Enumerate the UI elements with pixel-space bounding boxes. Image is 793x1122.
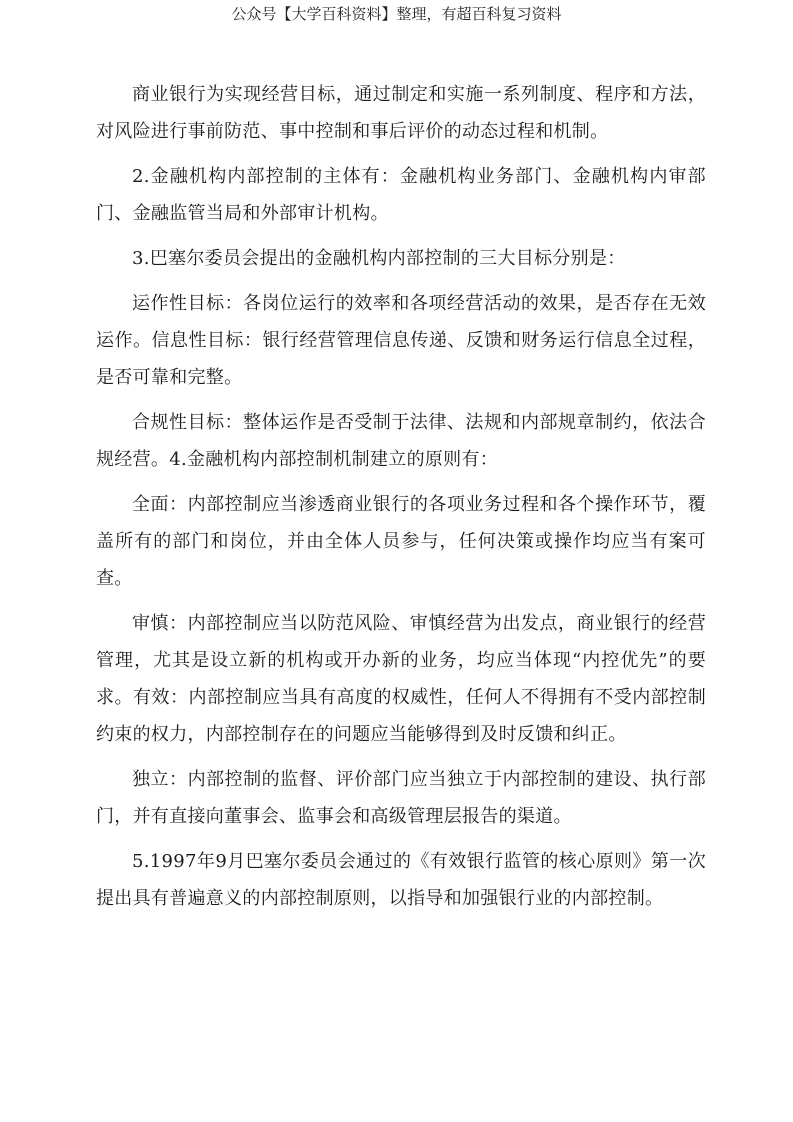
document-body <box>96 76 706 925</box>
paragraph-item-5: 5.1997年9月巴塞尔委员会通过的《有效银行监管的核心原则》第一次提出具有普遍意义的内部控制原则，以指导和加强银行业的内部控制。 <box>96 851 706 909</box>
paragraph-definition: 商业银行为实现经营目标，通过制定和实施一系列制度、程序和方法，对风险进行事前防范、事中控制和事后评价的动态过程和机制。 <box>96 84 706 142</box>
paragraph-prudent: 审慎：内部控制应当以防范风险、审慎经营为出发点，商业银行的经营管理，尤其是设立新的机构或开办新的业务，均应当体现“内控优先”的要求。有效：内部控制应当具有高度的权威性，任何人不得拥有不受内部控制约束的权力，内部控制存在的问题应当能够得到及时反馈和纠正。 <box>96 613 706 745</box>
paragraph-independent: 独立：内部控制的监督、评价部门应当独立于内部控制的建设、执行部门，并有直接向董事会、监事会和高级管理层报告的渠道。 <box>96 769 706 827</box>
paragraph-item-3: 3.巴塞尔委员会提出的金融机构内部控制的三大目标分别是： <box>132 248 626 269</box>
paragraph-operational-goal: 运作性目标：各岗位运行的效率和各项经营活动的效果，是否存在无效运作。信息性目标：银行经营管理信息传递、反馈和财务运行信息全过程，是否可靠和完整。 <box>96 293 706 388</box>
paragraph-compliance-goal: 合规性目标：整体运作是否受制于法律、法规和内部规章制约，依法合规经营。4.金融机构内部控制机制建立的原则有： <box>96 412 706 470</box>
page-header: 公众号【大学百科资料】整理，有超百科复习资料 <box>231 5 562 23</box>
paragraph-item-2: 2.金融机构内部控制的主体有：金融机构业务部门、金融机构内审部门、金融监管当局和外部审计机构。 <box>96 166 706 224</box>
paragraph-comprehensive: 全面：内部控制应当渗透商业银行的各项业务过程和各个操作环节，覆盖所有的部门和岗位，并由全体人员参与，任何决策或操作均应当有案可查。 <box>96 494 706 589</box>
